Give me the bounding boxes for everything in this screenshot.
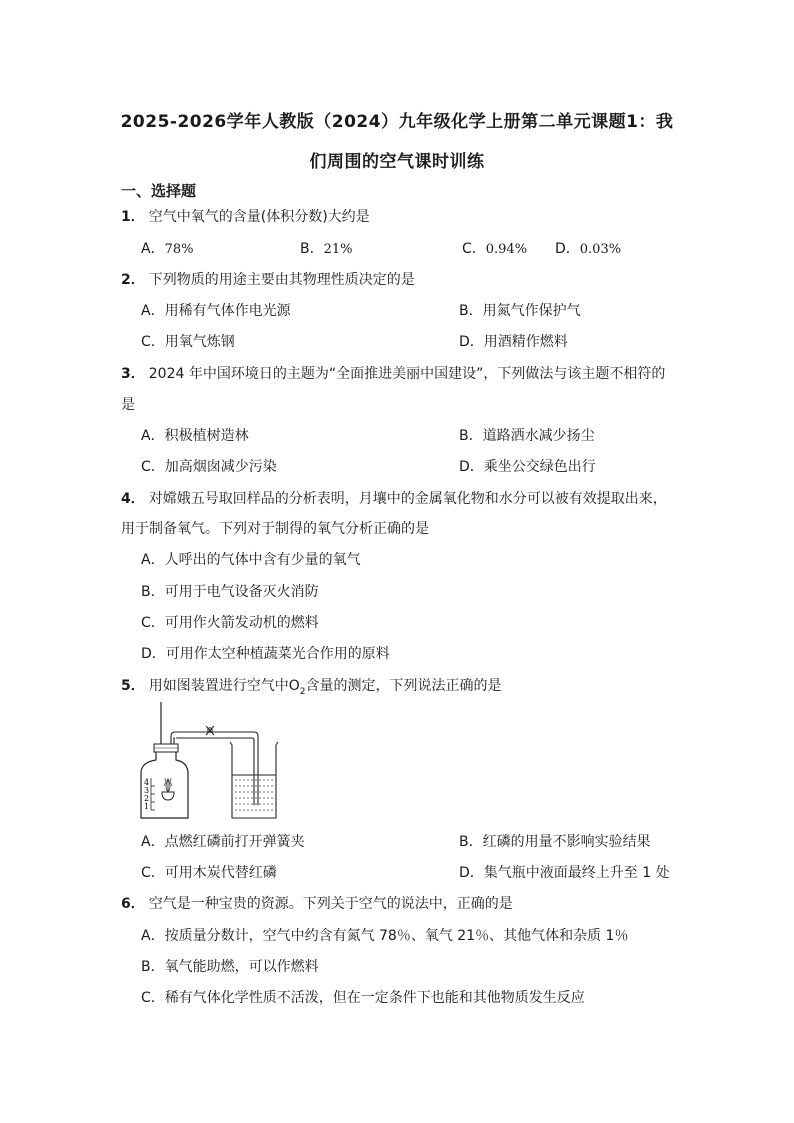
apparatus-diagram: [136, 700, 286, 825]
q5-option-c: C．可用木炭代替红磷: [141, 865, 277, 881]
clamp-icon: [206, 726, 214, 735]
connecting-tube: [171, 732, 258, 805]
question-1: [121, 206, 370, 226]
question-number: 1．: [121, 209, 145, 225]
question-3: [121, 363, 665, 383]
q6-option-b: B．氧气能助燃，可以作燃料: [141, 959, 319, 975]
q5-option-a: A．点燃红磷前打开弹簧夹: [141, 834, 305, 850]
q4-option-a: A．人呼出的气体中含有少量的氧气: [141, 552, 361, 568]
q2-option-b: B．用氮气作保护气: [459, 303, 581, 319]
question-5: [121, 675, 502, 697]
q5-option-b: B．红磷的用量不影响实验结果: [459, 834, 651, 850]
question-4: [121, 488, 667, 508]
question-number: 2．: [121, 272, 145, 288]
q2-option-c: C．用氧气炼钢: [141, 334, 235, 350]
question-3-continued: 是: [121, 397, 135, 413]
q3-option-d: D．乘坐公交绿色出行: [459, 459, 596, 475]
page-title-line-1: 2025-2026学年人教版（2024）九年级化学上册第二单元课题1：我: [120, 112, 674, 132]
question-number: 4．: [121, 491, 145, 507]
question-text: 空气中氧气的含量(体积分数)大约是: [148, 209, 370, 225]
combustion-spoon: [162, 792, 174, 800]
scale-mark-3: 3: [144, 786, 150, 795]
question-text: 下列物质的用途主要由其物理性质决定的是: [148, 272, 415, 288]
q6-option-c: C．稀有气体化学性质不活泼，但在一定条件下也能和其他物质发生反应: [141, 990, 585, 1006]
question-text: 空气是一种宝贵的资源。下列关于空气的说法中，正确的是: [148, 896, 513, 912]
q1-option-b: B．21%: [300, 241, 353, 257]
question-2: [121, 269, 415, 289]
scale-mark-2: 2: [144, 794, 150, 803]
question-text-rest: 含量的测定，下列说法正确的是: [305, 678, 502, 694]
question-text: 对嫦娥五号取回样品的分析表明，月壤中的金属氧化物和水分可以被有效提取出来，: [148, 491, 667, 507]
question-6: [121, 893, 513, 913]
page-title-line-2: 们周围的空气课时训练: [309, 152, 485, 172]
q4-option-c: C．可用作火箭发动机的燃料: [141, 615, 319, 631]
q3-option-c: C．加高烟囱减少污染: [141, 459, 277, 475]
question-4-continued: 用于制备氧气。下列对于制得的氧气分析正确的是: [121, 521, 429, 537]
question-number: 5．: [121, 678, 145, 694]
scale-mark-4: 4: [144, 778, 150, 787]
scale-mark-1: 1: [144, 802, 150, 811]
section-heading: 一、选择题: [121, 182, 197, 200]
q3-option-b: B．道路洒水减少扬尘: [459, 428, 595, 444]
q1-option-c: C．0.94%: [462, 241, 528, 257]
q2-option-a: A．用稀有气体作电光源: [141, 303, 291, 319]
question-text: 2024 年中国环境日的主题为“全面推进美丽中国建设”，下列做法与该主题不相符的: [148, 366, 666, 382]
q4-option-b: B．可用于电气设备灭火消防: [141, 584, 319, 600]
question-number: 3．: [121, 366, 145, 382]
q1-option-d: D．0.03%: [555, 241, 622, 257]
q2-option-d: D．用酒精作燃料: [459, 334, 568, 350]
q3-option-a: A．积极植树造林: [141, 428, 249, 444]
q1-option-a: A．78%: [141, 241, 194, 257]
question-number: 6．: [121, 896, 145, 912]
q4-option-d: D．可用作太空种植蔬菜光合作用的原料: [141, 646, 390, 662]
q5-option-d: D．集气瓶中液面最终上升至 1 处: [459, 865, 670, 881]
question-text: 用如图装置进行空气中O: [148, 678, 300, 694]
q6-option-a: A．按质量分数计，空气中约含有氮气 78％、氧气 21％、其他气体和杂质 1％: [141, 928, 629, 944]
subscript-2: 2: [299, 686, 306, 697]
